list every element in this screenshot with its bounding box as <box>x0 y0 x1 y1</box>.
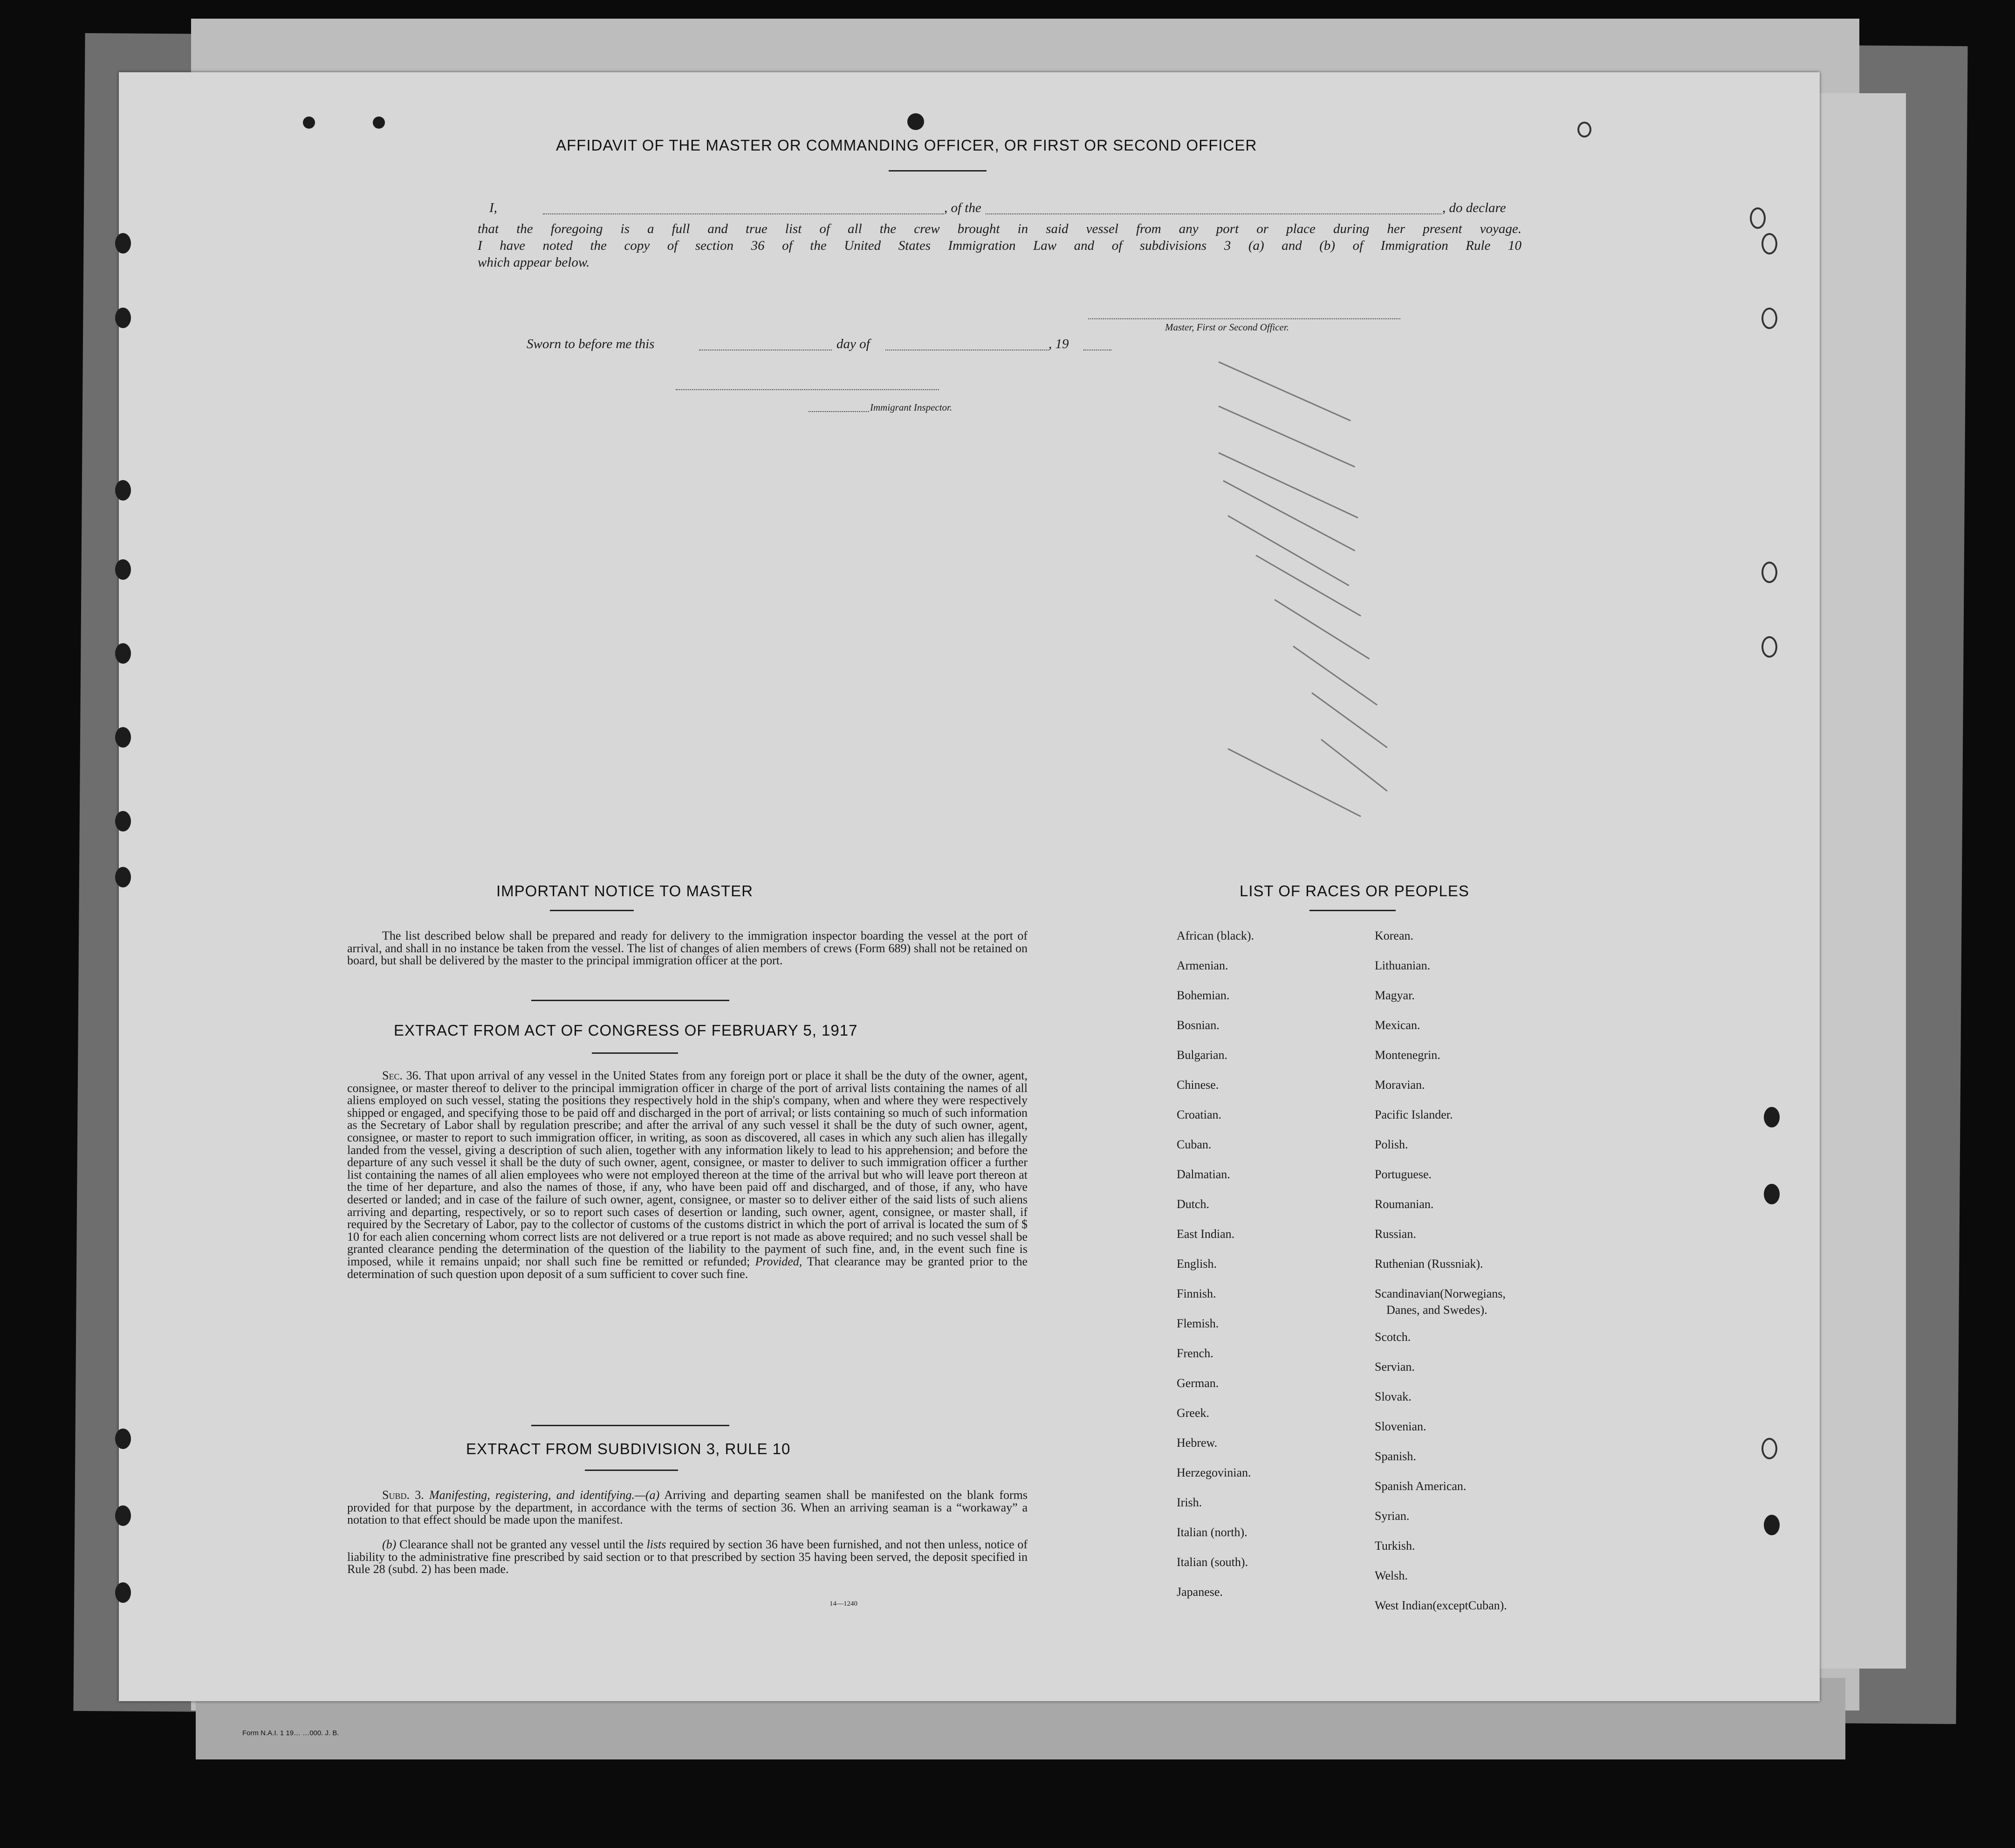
sec-label: Sec. 36. <box>382 1069 422 1082</box>
binder-hole <box>115 233 131 254</box>
binder-hole <box>115 1582 131 1603</box>
binder-ring <box>1761 1438 1777 1459</box>
punch-mark <box>303 117 315 129</box>
race-item: Mexican. <box>1375 1018 1420 1032</box>
title-underline <box>889 170 987 172</box>
punch-ring <box>1577 122 1591 137</box>
binder-hole <box>1764 1184 1780 1204</box>
binder-ring <box>1750 207 1766 229</box>
race-item: Bohemian. <box>1177 989 1230 1002</box>
race-item: Welsh. <box>1375 1569 1408 1582</box>
race-item: Slovak. <box>1375 1390 1412 1403</box>
punch-mark <box>907 113 924 130</box>
race-item: Moravian. <box>1375 1078 1425 1092</box>
binder-hole <box>115 811 131 831</box>
race-item: West Indian(exceptCuban). <box>1375 1599 1507 1612</box>
form-code: 14—1240 <box>829 1600 857 1608</box>
race-item: French. <box>1177 1346 1213 1360</box>
binder-ring <box>1761 562 1777 583</box>
race-item: Italian (north). <box>1177 1525 1247 1539</box>
race-item: Pacific Islander. <box>1375 1108 1453 1121</box>
pencil-mark <box>1255 555 1361 617</box>
binder-ring <box>1761 233 1777 254</box>
affidavit-title: AFFIDAVIT OF THE MASTER OR COMMANDING OFFICER, OR FIRST OR SECOND OFFICER <box>556 137 1257 154</box>
pencil-mark <box>1218 405 1355 467</box>
name-field-line <box>543 213 944 214</box>
race-item: Greek. <box>1177 1406 1210 1420</box>
signature-line <box>1088 318 1400 319</box>
binder-ring <box>1761 308 1777 329</box>
race-item: Syrian. <box>1375 1509 1410 1523</box>
rule10-underline <box>585 1470 678 1471</box>
act-underline <box>592 1052 678 1054</box>
race-item: Roumanian. <box>1375 1197 1434 1211</box>
day-of-label: day of <box>836 337 870 351</box>
proviso-label: Provided, <box>755 1254 802 1268</box>
race-item: Herzegovinian. <box>1177 1466 1251 1479</box>
document-page <box>119 72 1820 1701</box>
race-item: Scotch. <box>1375 1330 1411 1344</box>
punch-mark <box>373 117 385 129</box>
race-item: Russian. <box>1375 1227 1416 1241</box>
act-text: That upon arrival of any vessel in the United States from any foreign port or place it shall be the duty of the owner, agent, consignee, or master thereof to deliver to the principal immigration officer in charge of the port of arrival lists containing the names of all aliens employed on such vessel, stating the positions they respectively hold in the ship's company, when and where they were respectively shipped or engaged, and specifying those to be paid off and discharged in the port of arrival; or lists containing so much of such information as the Secretary of Labor shall by regulation prescribe; and after the arrival of any such vessel it shall be the duty of such owner, agent, consignee, or master to report to such immigration officer, in writing, as soon as discovered, all cases in which any such alien has illegally landed from the vessel, giving a description of such alien, together with any information likely to lead to his apprehension; and before the departure of any such vessel it shall be the duty of such owner, agent, consignee, or master to deliver to such immigration officer a further list containing the names of all alien employees who were not employed thereon at the time of the arrival but who will leave port thereon at the time of her departure, and also the names of those, if any, who have been paid off and discharged, and of those, if any, who have deserted or landed; and in case of the failure of such owner, agent, consignee, or master so to deliver either of the said lists of such aliens arriving and departing, respectively, or so to report such cases of desertion or landing, such owner, agent, consignee, or master shall, if required by the Secretary of Labor, pay to the collector of customs of the customs district in which the port of arrival is located the sum of $ 10 for each alien concerning whom correct lists are not delivered or a true report is not made as above required; and no such vessel shall be granted clearance pending the determination of the question of the liability to the payment of such fine, and, in the event such fine is imposed, while it remains unpaid; nor shall such fine be remitted or refunded; <box>347 1069 1028 1268</box>
rule10-text-b1: Clearance shall not be granted any vessel until the <box>399 1538 644 1551</box>
race-item: Cuban. <box>1177 1138 1212 1151</box>
binder-hole <box>115 1505 131 1526</box>
race-item: Polish. <box>1375 1138 1408 1151</box>
rule10-title: EXTRACT FROM SUBDIVISION 3, RULE 10 <box>466 1440 791 1457</box>
races-title: LIST OF RACES OR PEOPLES <box>1240 882 1469 900</box>
race-item: Korean. <box>1375 929 1414 942</box>
race-item: Croatian. <box>1177 1108 1222 1121</box>
proviso-text: That clearance may be granted prior to the determination of such question upon deposit of a sum sufficient to cover such fine. <box>347 1254 1028 1281</box>
section-divider <box>531 1000 729 1001</box>
binder-ring <box>1761 636 1777 658</box>
binder-hole <box>115 643 131 664</box>
subd-label: Subd. 3. <box>382 1488 424 1502</box>
affidavit-line-3: I have noted the copy of section 36 of the United States Immigration Law and of subdivisions 3 (a) and (b) of Immigration Rule 10 <box>478 238 1522 253</box>
race-item: Hebrew. <box>1177 1436 1218 1450</box>
race-item: Irish. <box>1177 1496 1202 1509</box>
race-item: Portuguese. <box>1375 1168 1432 1181</box>
race-item: English. <box>1177 1257 1217 1271</box>
rule10-text-a: Arriving and departing seamen shall be manifested on the blank forms provided for that purpose by the department, in accordance with the terms of section 36. When an arriving seaman is a “workaway” a notation to that effect should be made upon the manifest. <box>347 1488 1028 1527</box>
race-item: Italian (south). <box>1177 1555 1248 1569</box>
race-item: Slovenian. <box>1375 1420 1426 1433</box>
signature-caption: Master, First or Second Officer. <box>1165 322 1289 333</box>
race-item: Dutch. <box>1177 1197 1210 1211</box>
notice-title: IMPORTANT NOTICE TO MASTER <box>496 882 754 900</box>
race-item: Servian. <box>1375 1360 1415 1374</box>
affidavit-line-2: that the foregoing is a full and true list of all the crew brought in said vessel from any port or place during her present voyage. <box>478 221 1522 236</box>
races-underline <box>1309 910 1396 911</box>
race-item: Chinese. <box>1177 1078 1219 1092</box>
section-divider <box>531 1425 729 1426</box>
sworn-line <box>527 337 1132 355</box>
pencil-mark <box>1274 599 1370 660</box>
pencil-mark <box>1227 515 1349 586</box>
race-item: Bulgarian. <box>1177 1048 1228 1062</box>
binder-hole <box>115 480 131 501</box>
binder-hole <box>115 867 131 887</box>
race-item: Spanish. <box>1375 1450 1416 1463</box>
binder-hole <box>115 308 131 328</box>
rule10-paragraph-b <box>347 1539 1028 1576</box>
race-item: Flemish. <box>1177 1317 1219 1330</box>
race-item: Turkish. <box>1375 1539 1415 1553</box>
binder-hole <box>115 1429 131 1449</box>
race-item: Magyar. <box>1375 989 1415 1002</box>
race-item: Japanese. <box>1177 1585 1223 1599</box>
binder-hole <box>115 727 131 748</box>
vessel-field-line <box>986 213 1441 214</box>
race-item: Spanish American. <box>1375 1479 1467 1493</box>
binder-hole <box>1764 1107 1780 1127</box>
race-item: Armenian. <box>1177 959 1228 972</box>
race-item: Finnish. <box>1177 1287 1216 1300</box>
inspector-dot-leader <box>809 411 869 412</box>
year-label: , 19 <box>1049 337 1069 351</box>
race-item: Scandinavian(Norwegians, <box>1375 1287 1506 1300</box>
race-item: Danes, and Swedes). <box>1386 1303 1487 1317</box>
rule10-paragraph-a <box>347 1489 1028 1526</box>
race-item: Bosnian. <box>1177 1018 1220 1032</box>
pencil-mark <box>1223 480 1355 551</box>
pencil-mark <box>1321 739 1388 791</box>
race-item: Dalmatian. <box>1177 1168 1230 1181</box>
race-item: East Indian. <box>1177 1227 1235 1241</box>
binder-hole <box>1764 1515 1780 1535</box>
inspector-signature-line <box>676 389 939 390</box>
notice-text: The list described below shall be prepared and ready for delivery to the immigration inspector boarding the vessel at the port of arrival, and shall in no instance be taken from the vessel. The list of changes of alien members of crews (Form 689) shall not be retained on board, but shall be delivered by the master to the principal immigration officer at the port. <box>347 929 1028 968</box>
race-item: German. <box>1177 1376 1219 1390</box>
do-declare-label: , do declare <box>1442 200 1506 215</box>
race-item: African (black). <box>1177 929 1254 942</box>
race-item: Montenegrin. <box>1375 1048 1440 1062</box>
notice-underline <box>550 910 634 911</box>
affidavit-declaration-line <box>489 200 1522 219</box>
affidavit-line-4: which appear below. <box>478 255 590 270</box>
rule10-text-b2: required by section 36 have been furnished, and not then unless, notice of liability to the administrative fine prescribed by said section or to that prescribed by section 35 having been served, the deposit specified in Rule 28 (subd. 2) has been made. <box>347 1538 1028 1576</box>
pencil-mark <box>1218 361 1350 421</box>
binder-hole <box>115 559 131 580</box>
race-item: Ruthenian (Russniak). <box>1375 1257 1483 1271</box>
lists-word: lists <box>646 1538 666 1551</box>
pencil-mark <box>1293 646 1378 706</box>
i-label: I, <box>489 200 497 215</box>
sworn-label: Sworn to before me this <box>527 337 655 351</box>
inspector-caption: Immigrant Inspector. <box>870 402 953 413</box>
form-number: Form N.A.I. 1 19… …000. J. B. <box>242 1729 339 1737</box>
subd-heading: Manifesting, registering, and identifying.—(a) <box>429 1488 660 1502</box>
act-paragraph <box>347 1070 1028 1280</box>
pencil-mark <box>1218 452 1358 518</box>
act-title: EXTRACT FROM ACT OF CONGRESS OF FEBRUARY 5, 1917 <box>394 1022 858 1039</box>
pencil-mark <box>1227 748 1361 817</box>
b-label: (b) <box>382 1538 397 1551</box>
race-item: Lithuanian. <box>1375 959 1431 972</box>
of-the-label: , of the <box>944 200 981 215</box>
